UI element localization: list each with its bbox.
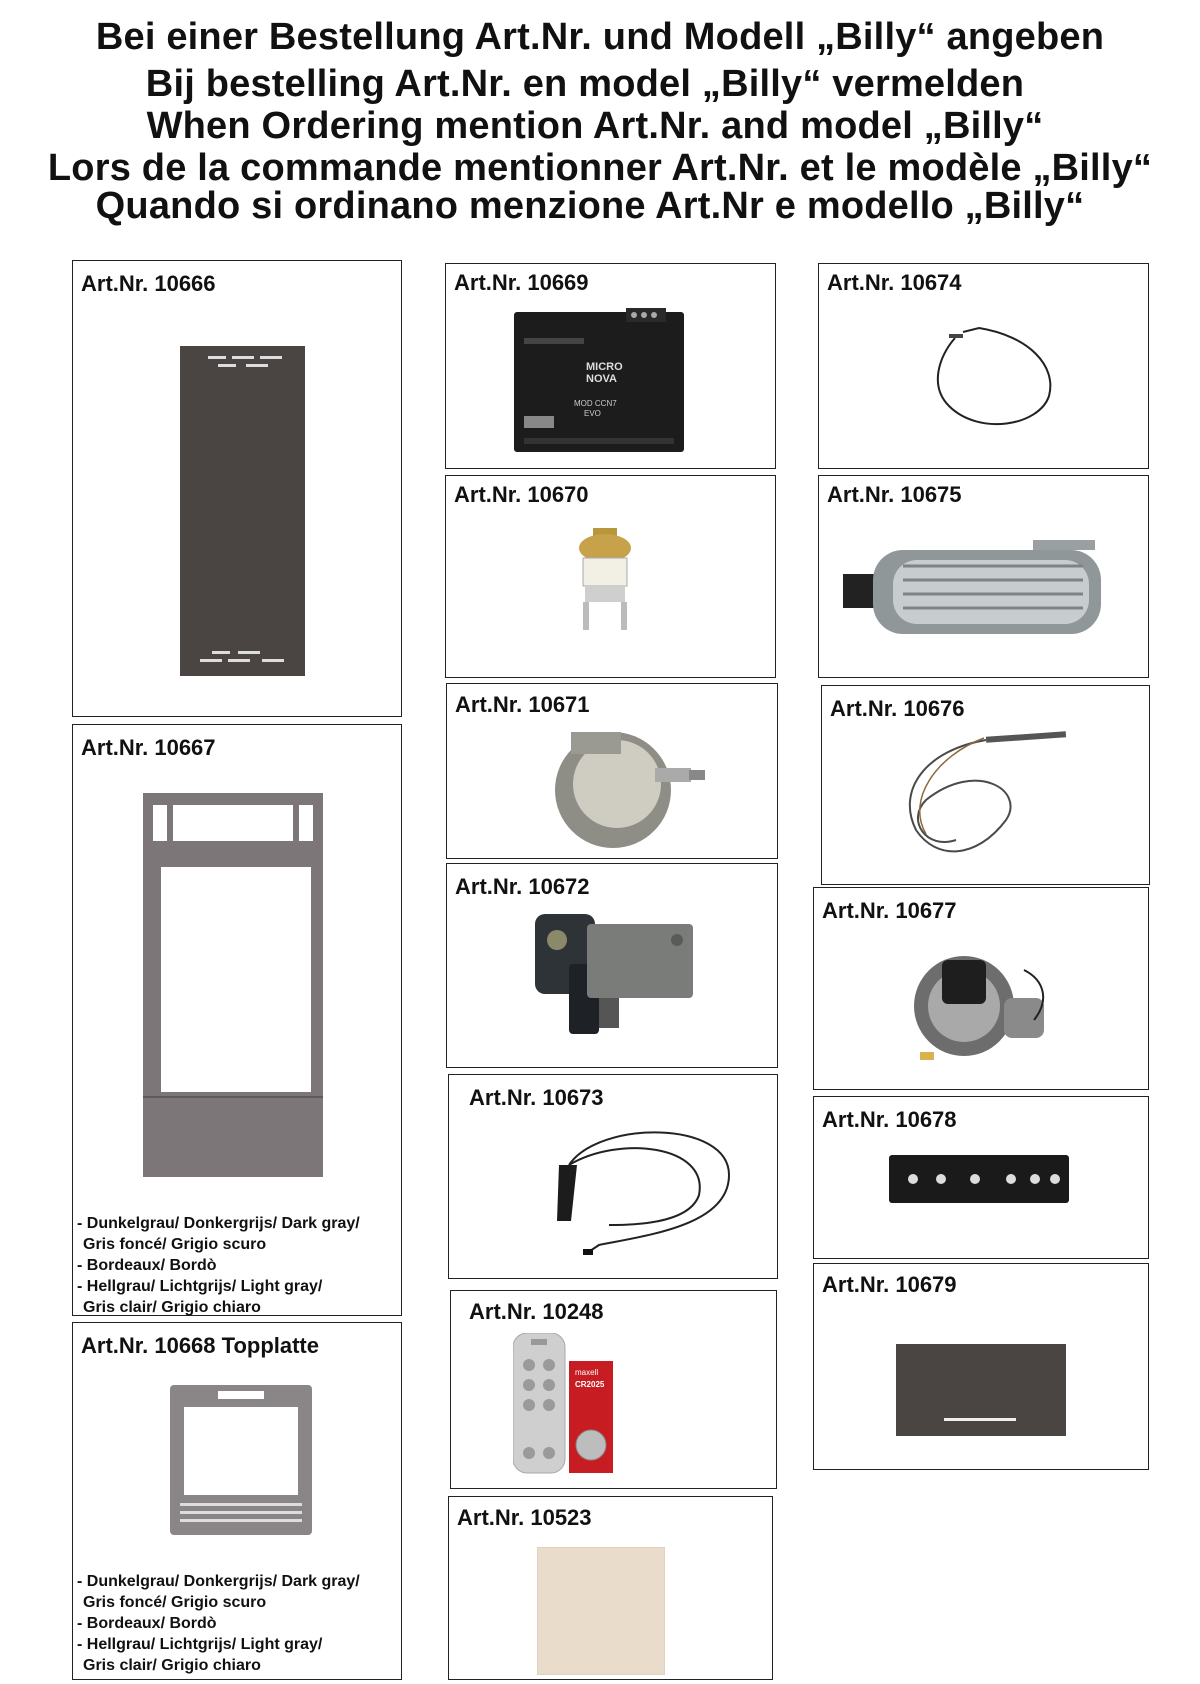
igniter-image [529, 1125, 739, 1275]
header-line-de: Bei einer Bestellung Art.Nr. und Modell „Billy“ angeben [95, 16, 1105, 58]
plate-image [896, 1344, 1066, 1436]
part-10248-card [450, 1290, 777, 1489]
part-label: Art.Nr. 10678 [822, 1107, 957, 1132]
part-10679-card [813, 1263, 1149, 1470]
header-line-it: Quando si ordinano menzione Art.Nr e modello „Billy“ [95, 185, 1085, 227]
color-option: Gris clair/ Grigio chiaro [83, 1299, 261, 1316]
part-10676-card [821, 685, 1150, 885]
part-label: Art.Nr. 10248 [469, 1299, 604, 1324]
header-line-en: When Ordering mention Art.Nr. and model „Billy“ [146, 105, 1044, 147]
color-option: - Hellgrau/ Lichtgrijs/ Light gray/ [77, 1636, 323, 1653]
part-label: Art.Nr. 10667 [81, 735, 216, 760]
color-option: Gris clair/ Grigio chiaro [83, 1657, 261, 1674]
part-label: Art.Nr. 10677 [822, 898, 957, 923]
color-option: - Bordeaux/ Bordò [77, 1615, 217, 1632]
color-option: - Dunkelgrau/ Donkergrijs/ Dark gray/ [77, 1215, 360, 1232]
brand-bottom: NOVA [586, 373, 617, 385]
gear-motor-image [529, 904, 699, 1054]
brand-top: MICRO [586, 361, 623, 373]
display-panel-image [889, 1155, 1069, 1205]
part-label: Art.Nr. 10668 Topplatte [81, 1333, 319, 1358]
part-10677-card [813, 887, 1149, 1090]
color-option: Gris foncé/ Grigio scuro [83, 1594, 267, 1611]
part-10673-card [448, 1074, 778, 1279]
temperature-probe-image [919, 316, 1059, 436]
color-option: - Bordeaux/ Bordò [77, 1257, 217, 1274]
color-option: - Dunkelgrau/ Donkergrijs/ Dark gray/ [77, 1573, 360, 1590]
part-label: Art.Nr. 10676 [830, 696, 965, 721]
top-plate-image [170, 1385, 312, 1535]
part-10672-card [446, 863, 778, 1068]
part-10666-card [72, 260, 402, 717]
control-board-image [514, 308, 684, 456]
thermocouple-image [886, 730, 1076, 870]
part-label: Art.Nr. 10672 [455, 874, 590, 899]
front-frame-image [143, 793, 323, 1177]
part-10670-card [445, 475, 776, 678]
part-10669-card [445, 263, 776, 469]
header-line-fr: Lors de la commande mentionner Art.Nr. et le modèle „Billy“ [47, 147, 1153, 189]
side-panel-image [180, 346, 305, 676]
pressure-switch-image [551, 722, 707, 852]
remote-control-image [513, 1333, 617, 1475]
battery-brand: maxell [575, 1368, 599, 1377]
part-10668-card [72, 1322, 402, 1680]
color-options [77, 1213, 360, 1318]
part-10678-card [813, 1096, 1149, 1259]
part-label: Art.Nr. 10670 [454, 482, 589, 507]
tangential-fan-image [833, 536, 1115, 654]
part-10675-card [818, 475, 1149, 678]
part-10671-card [446, 683, 778, 859]
part-label: Art.Nr. 10666 [81, 271, 216, 296]
part-label: Art.Nr. 10669 [454, 270, 589, 295]
color-option: - Hellgrau/ Lichtgrijs/ Light gray/ [77, 1278, 323, 1295]
model-line2: EVO [584, 409, 601, 418]
exhaust-fan-image [904, 940, 1054, 1074]
part-label: Art.Nr. 10675 [827, 482, 962, 507]
thermostat-image [577, 528, 633, 630]
color-options [77, 1571, 360, 1676]
part-10523-card [448, 1496, 773, 1680]
color-option: Gris foncé/ Grigio scuro [83, 1236, 267, 1253]
model-line1: MOD CCN7 [574, 399, 617, 408]
header-line-nl: Bij bestelling Art.Nr. en model „Billy“ vermelden [145, 63, 1025, 105]
part-10674-card [818, 263, 1149, 469]
part-label: Art.Nr. 10673 [469, 1085, 604, 1110]
part-label: Art.Nr. 10674 [827, 270, 962, 295]
battery-type: CR2025 [575, 1380, 605, 1389]
part-label: Art.Nr. 10679 [822, 1272, 957, 1297]
insulation-board-image [537, 1547, 665, 1675]
part-label: Art.Nr. 10523 [457, 1505, 592, 1530]
part-10667-card [72, 724, 402, 1316]
part-label: Art.Nr. 10671 [455, 692, 590, 717]
